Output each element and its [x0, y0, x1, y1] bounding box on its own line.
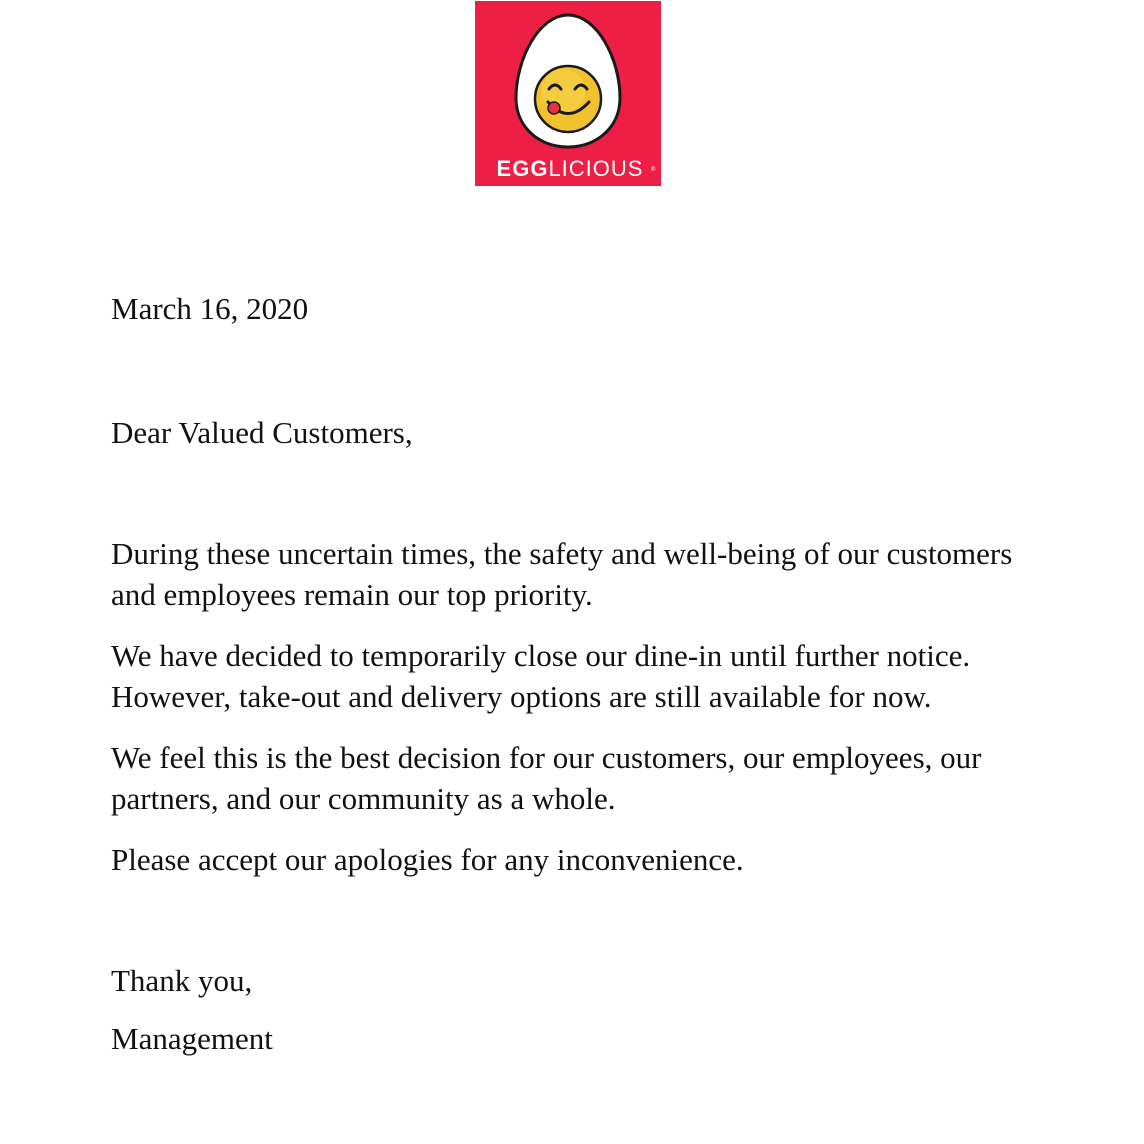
letter-greeting: Dear Valued Customers, — [111, 415, 413, 450]
paragraph-apology: Please accept our apologies for any inconvenience. — [111, 842, 744, 877]
egglicious-logo — [475, 1, 661, 186]
paragraph-dine-in-closure: We have decided to temporarily close our dine-in until further notice. However, take-out and delivery options are still available for now. — [111, 638, 971, 714]
letter-date: March 16, 2020 — [111, 291, 309, 326]
smiling-egg-icon — [475, 1, 661, 186]
svg-text:®: ® — [651, 167, 656, 173]
paragraph-priority: During these uncertain times, the safety and well-being of our customers and employees remain our top priority. — [111, 536, 1013, 612]
paragraph-decision: We feel this is the best decision for our customers, our employees, our partners, and our community as a whole. — [111, 740, 982, 816]
letter-closing: Thank you, — [111, 963, 253, 998]
letter-signature: Management — [111, 1021, 273, 1056]
svg-text:EGGLICIOUS: EGGLICIOUS — [496, 156, 644, 181]
